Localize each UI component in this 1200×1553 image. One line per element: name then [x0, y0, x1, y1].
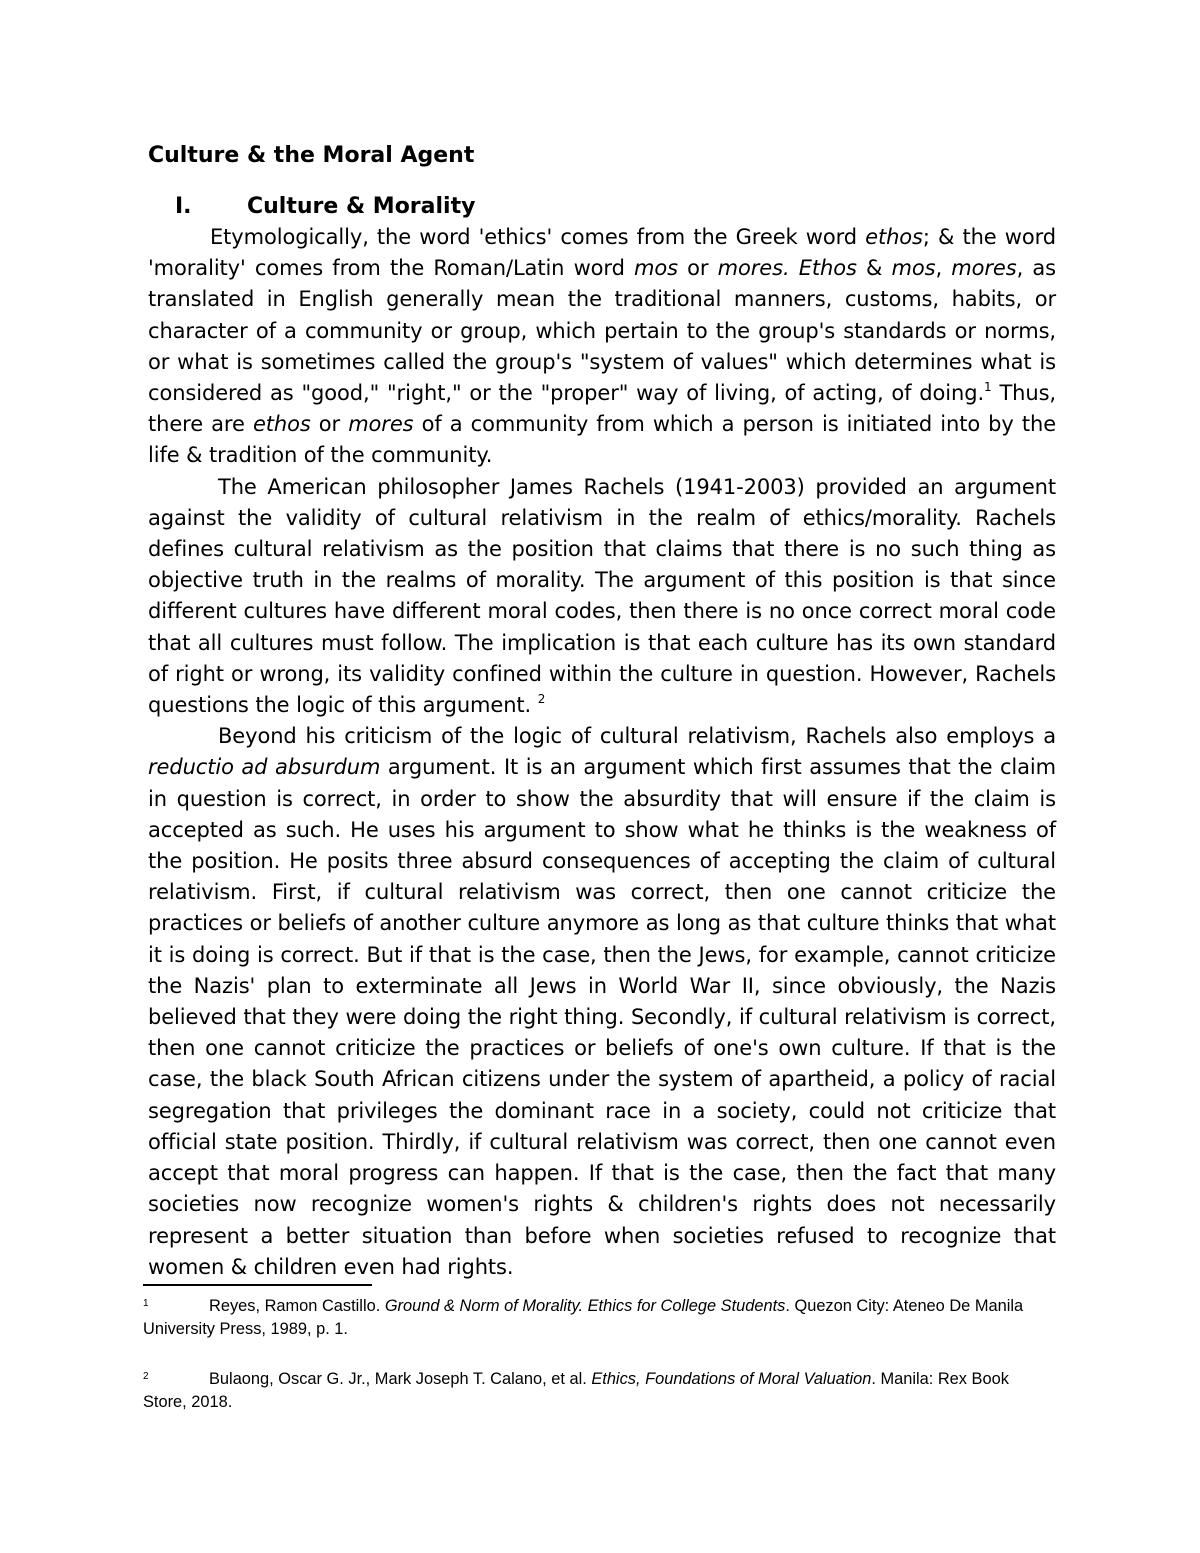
section-title: Culture & Morality	[247, 194, 476, 219]
footnote-ref-2: 2	[537, 692, 546, 707]
document-title: Culture & the Moral Agent	[148, 143, 475, 168]
footnote-2: 2 Bulaong, Oscar G. Jr., Mark Joseph T. Calano, et al. Ethics, Foundations of Moral Valuation. Manila: Rex Book Store, 2018.	[143, 1370, 1009, 1411]
footnote-ref-1: 1	[984, 380, 992, 395]
body-text	[148, 222, 1056, 1283]
paragraph-reductio: Beyond his criticism of the logic of cultural relativism, Rachels also employs a reductio ad absurdum argument. It is an argument which first assumes that the claim in question is correct, in order to show the absurdity that will ensure if the claim is accepted as such. He uses his argument to show what he thinks is the weakness of the position. He posits three absurd consequences of accepting the claim of cultural relativism. First, if cultural relativism was correct, then one cannot criticize the practices or beliefs of another culture anymore as long as that culture thinks that what it is doing is correct. But if that is the case, then the Jews, for example, cannot criticize the Nazis' plan to exterminate all Jews in World War II, since obviously, the Nazis believed that they were doing the right thing. Secondly, if cultural relativism is correct, then one cannot criticize the practices or beliefs of one's own culture. If that is the case, the black South African citizens under the system of apartheid, a policy of racial segregation that privileges the dominant race in a society, could not criticize that official state position. Thirdly, if cultural relativism was correct, then one cannot even accept that moral progress can happen. If that is the case, then the fact that many societies now recognize women's rights & children's rights does not necessarily represent a better situation than before when societies refused to recognize that women & children even had rights.	[148, 724, 1056, 1279]
paragraph-rachels-argument: The American philosopher James Rachels (1941-2003) provided an argument against the validity of cultural relativism in the realm of ethics/morality. Rachels defines cultural relativism as the position that claims that there is no such thing as objective truth in the realms of morality. The argument of this position is that since different cultures have different moral codes, then there is no once correct moral code that all cultures must follow. The implication is that each culture has its own standard of right or wrong, its validity confined within the culture in question. However, Rachels questions the logic of this argument. $^2$	[148, 474, 1056, 718]
section-number: I.	[175, 194, 192, 219]
footnote-separator	[143, 1284, 372, 1286]
paragraph-etymology: Etymologically, the word 'ethics' comes from the Greek word ethos; & the word 'morality' comes from the Roman/Latin word mos or mores. Ethos & mos, mores, as translated in English generally mean the traditional manners, customs, habits, or character of a community or group, which pertain to the group's standards or norms, or what is sometimes called the group's "system of values" which determines what is considered as "good," "right," or the "proper" way of living, of acting, of doing.$^1$ Thus, there are ethos or mores of a community from which a person is initiated into by the life & tradition of the community.	[148, 225, 1057, 468]
footnote-1: 1 Reyes, Ramon Castillo. Ground & Norm of Morality. Ethics for College Students. Quezon City: Ateneo De Manila University Press, 1989, p. 1.	[143, 1297, 1024, 1338]
